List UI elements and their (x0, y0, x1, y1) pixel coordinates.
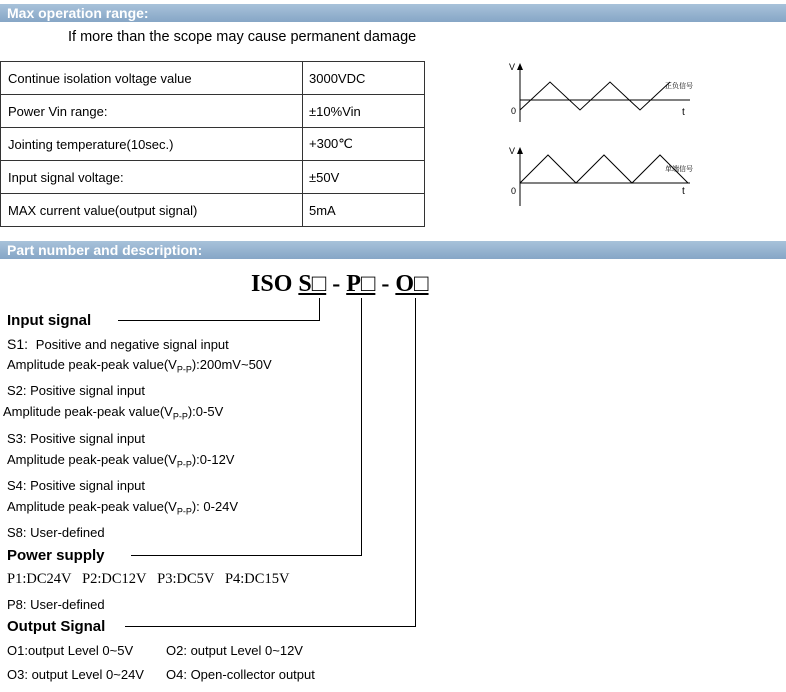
param-cell: Input signal voltage: (1, 161, 303, 194)
input-signal-heading: Input signal (7, 312, 92, 329)
code-p: P□ (346, 271, 376, 297)
t-axis-label: t (682, 107, 685, 118)
s4-line: S4: Positive signal input (7, 478, 146, 493)
power-supply-heading: Power supply (7, 547, 105, 564)
table-row (1, 128, 425, 161)
s3-line: S3: Positive signal input (7, 431, 146, 446)
o1-line: O1:output Level 0~5V (7, 643, 134, 658)
s3-amplitude: Amplitude peak-peak $value(V_{P-P}):0-12V$ (7, 452, 235, 470)
table-row (1, 62, 425, 95)
waveform-label: 单端信号 (665, 165, 693, 173)
param-cell: Jointing temperature(10sec.) (1, 128, 303, 161)
origin-label: 0 (511, 106, 517, 116)
bipolar-waveform-diagram (500, 58, 710, 128)
warning-note: If more than the scope may cause permanent damage (68, 29, 417, 45)
power-options: P1:DC24V P2:DC12V P3:DC5V P4:DC15V (7, 571, 290, 587)
s2-line: S2: Positive signal input (7, 383, 146, 398)
p8-line: P8: User-defined (7, 597, 105, 612)
value-cell: +300℃ (303, 128, 425, 161)
connector-line (319, 298, 320, 320)
s4-amplitude: Amplitude peak-peak $value(V_{P-P})$: 0-24V (7, 499, 239, 517)
origin-label: 0 (511, 186, 517, 196)
code-s: S□ (298, 271, 327, 297)
t-axis-label: t (682, 186, 685, 197)
s1-line: S1: Positive and negative signal input (7, 336, 229, 352)
v-axis-label: V (509, 146, 516, 156)
section-header-part-number: Part number and description: (0, 241, 786, 259)
value-cell: ±50V (303, 161, 425, 194)
s2-amplitude: Amplitude peak-peak $value(V_{P-P}):0-5V$ (3, 404, 224, 422)
value-cell: 3000VDC (303, 62, 425, 95)
connector-line (415, 298, 416, 627)
table-row (1, 161, 425, 194)
o3-line: O3: output Level 0~24V (7, 667, 144, 682)
table-row (1, 194, 425, 227)
part-number-code (251, 271, 429, 298)
param-cell: Power Vin range: (1, 95, 303, 128)
waveform-label: 正负信号 (665, 82, 693, 90)
connector-line (118, 320, 320, 321)
s8-line: S8: User-defined (7, 525, 105, 540)
spec-table (0, 61, 425, 227)
connector-line (361, 298, 362, 555)
connector-line (131, 555, 362, 556)
table-row (1, 95, 425, 128)
code-prefix: ISO (251, 271, 299, 297)
code-sep: - (326, 271, 347, 297)
output-signal-heading: Output Signal (7, 618, 106, 635)
code-sep: - (375, 271, 396, 297)
v-axis-label: V (509, 62, 516, 72)
value-cell: 5mA (303, 194, 425, 227)
code-o: O□ (395, 271, 429, 297)
unipolar-waveform-diagram (500, 142, 710, 212)
param-cell: MAX current value(output signal) (1, 194, 303, 227)
connector-line (125, 626, 416, 627)
s1-amplitude: Amplitude peak-peak $value(V_{P-P}):200mV\sim 50V$ (7, 357, 272, 375)
section-header-max-range: Max operation range: (0, 4, 786, 22)
value-cell: ±10%Vin (303, 95, 425, 128)
o4-line: O4: Open-collector output (166, 667, 315, 682)
param-cell: Continue isolation voltage value (1, 62, 303, 95)
o2-line: O2: output Level 0~12V (166, 643, 303, 658)
